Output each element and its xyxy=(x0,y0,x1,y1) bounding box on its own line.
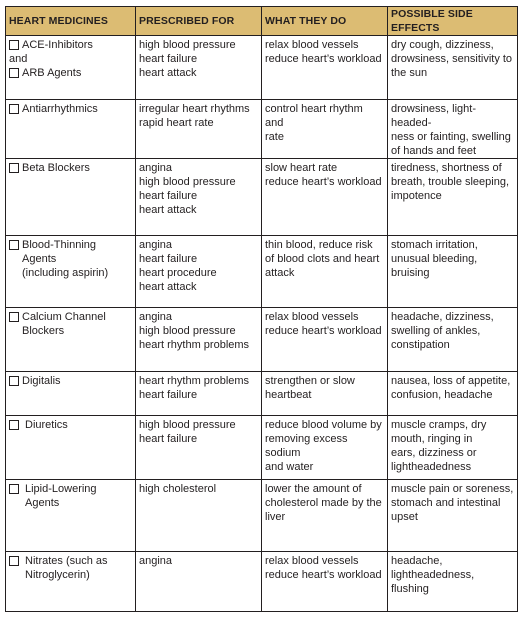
medicine-entries xyxy=(9,238,132,280)
what-they-do-cell: reduce blood volume by removing excess sodium and water xyxy=(262,416,388,480)
medicine-entry xyxy=(9,66,132,80)
medicine-cell xyxy=(6,308,136,372)
prescribed-for-cell: heart rhythm problems heart failure xyxy=(136,372,262,416)
side-effects-cell: stomach irritation, unusual bleeding, bruising xyxy=(388,236,518,308)
medicine-cell xyxy=(6,36,136,100)
medicine-name: Diuretics xyxy=(25,419,68,431)
side-effects-cell: drowsiness, light-headed- ness or fainting, swelling of hands and feet xyxy=(388,100,518,159)
medicine-entry xyxy=(9,310,132,338)
heart-medicines-table xyxy=(5,6,518,612)
medicine-entries xyxy=(9,310,132,338)
medicine-entry xyxy=(9,102,132,116)
prescribed-for-cell: high blood pressure heart failure xyxy=(136,416,262,480)
medicine-entries xyxy=(9,554,132,582)
medicine-name: ACE-Inhibitors xyxy=(22,39,93,51)
prescribed-for-cell: angina high blood pressure heart rhythm problems xyxy=(136,308,262,372)
checkbox-icon[interactable] xyxy=(9,376,19,386)
medicine-name: Beta Blockers xyxy=(22,162,90,174)
medicine-entries xyxy=(9,482,132,510)
side-effects-cell: dry cough, dizziness, drowsiness, sensitivity to the sun xyxy=(388,36,518,100)
header-prescribed-for: PRESCRIBED FOR xyxy=(136,7,262,36)
medicine-name: Lipid-Lowering Agents xyxy=(25,483,97,509)
what-they-do-cell: slow heart rate reduce heart’s workload xyxy=(262,159,388,236)
table-row xyxy=(6,372,518,416)
table-row xyxy=(6,552,518,612)
table-row xyxy=(6,100,518,159)
side-effects-cell: headache, dizziness, swelling of ankles, constipation xyxy=(388,308,518,372)
side-effects-cell: tiredness, shortness of breath, trouble sleeping, impotence xyxy=(388,159,518,236)
medicine-name: Blood-Thinning Agents (including aspirin) xyxy=(22,239,109,279)
checkbox-icon[interactable] xyxy=(9,240,19,250)
medicine-cell xyxy=(6,100,136,159)
medicine-entry xyxy=(9,52,132,66)
medicine-entries xyxy=(9,374,132,388)
medicine-entry xyxy=(9,161,132,175)
medicine-entry xyxy=(9,38,132,52)
checkbox-icon[interactable] xyxy=(9,68,19,78)
medicine-name: and xyxy=(9,53,28,65)
medicine-name: Nitrates (such as Nitroglycerin) xyxy=(25,555,108,581)
checkbox-icon[interactable] xyxy=(9,163,19,173)
side-effects-cell: muscle pain or soreness, stomach and intestinal upset xyxy=(388,480,518,552)
header-row xyxy=(6,7,518,36)
prescribed-for-cell: irregular heart rhythms rapid heart rate xyxy=(136,100,262,159)
medicine-entry xyxy=(9,238,132,280)
table-row xyxy=(6,236,518,308)
medicine-cell xyxy=(6,372,136,416)
medicine-name: Digitalis xyxy=(22,375,61,387)
what-they-do-cell: thin blood, reduce risk of blood clots and heart attack xyxy=(262,236,388,308)
medicine-entries xyxy=(9,102,132,116)
header-heart-medicines: HEART MEDICINES xyxy=(6,7,136,36)
checkbox-icon[interactable] xyxy=(9,104,19,114)
prescribed-for-cell: angina high blood pressure heart failure heart attack xyxy=(136,159,262,236)
prescribed-for-cell: angina heart failure heart procedure heart attack xyxy=(136,236,262,308)
medicine-cell xyxy=(6,236,136,308)
what-they-do-cell: lower the amount of cholesterol made by the liver xyxy=(262,480,388,552)
medicine-cell xyxy=(6,480,136,552)
medicine-entry xyxy=(9,374,132,388)
what-they-do-cell: strengthen or slow heartbeat xyxy=(262,372,388,416)
what-they-do-cell: relax blood vessels reduce heart’s workload xyxy=(262,552,388,612)
side-effects-cell: nausea, loss of appetite, confusion, headache xyxy=(388,372,518,416)
medicine-name: ARB Agents xyxy=(22,67,82,79)
table-row xyxy=(6,308,518,372)
side-effects-cell: muscle cramps, dry mouth, ringing in ears, dizziness or lightheadedness xyxy=(388,416,518,480)
header-what-they-do: WHAT THEY DO xyxy=(262,7,388,36)
table-body xyxy=(6,36,518,612)
table-row xyxy=(6,416,518,480)
medicine-entries xyxy=(9,38,132,80)
medicine-cell xyxy=(6,416,136,480)
medicine-cell xyxy=(6,159,136,236)
what-they-do-cell: relax blood vessels reduce heart’s workload xyxy=(262,36,388,100)
medicine-name: Calcium Channel Blockers xyxy=(22,311,106,337)
table-row xyxy=(6,159,518,236)
side-effects-cell: headache, lightheadedness, flushing xyxy=(388,552,518,612)
medicine-cell xyxy=(6,552,136,612)
prescribed-for-cell: high blood pressure heart failure heart attack xyxy=(136,36,262,100)
checkbox-icon[interactable] xyxy=(9,556,19,566)
checkbox-icon[interactable] xyxy=(9,420,19,430)
header-possible-side-effects: POSSIBLE SIDE EFFECTS xyxy=(388,7,518,36)
medicine-entry xyxy=(9,482,132,510)
medicine-entry xyxy=(9,554,132,582)
table-row xyxy=(6,480,518,552)
checkbox-icon[interactable] xyxy=(9,40,19,50)
what-they-do-cell: control heart rhythm and rate xyxy=(262,100,388,159)
what-they-do-cell: relax blood vessels reduce heart’s workload xyxy=(262,308,388,372)
prescribed-for-cell: high cholesterol xyxy=(136,480,262,552)
medicine-entries xyxy=(9,161,132,175)
checkbox-icon[interactable] xyxy=(9,484,19,494)
medicine-name: Antiarrhythmics xyxy=(22,103,98,115)
table-row xyxy=(6,36,518,100)
medicine-entries xyxy=(9,418,132,432)
medicine-entry xyxy=(9,418,132,432)
prescribed-for-cell: angina xyxy=(136,552,262,612)
checkbox-icon[interactable] xyxy=(9,312,19,322)
